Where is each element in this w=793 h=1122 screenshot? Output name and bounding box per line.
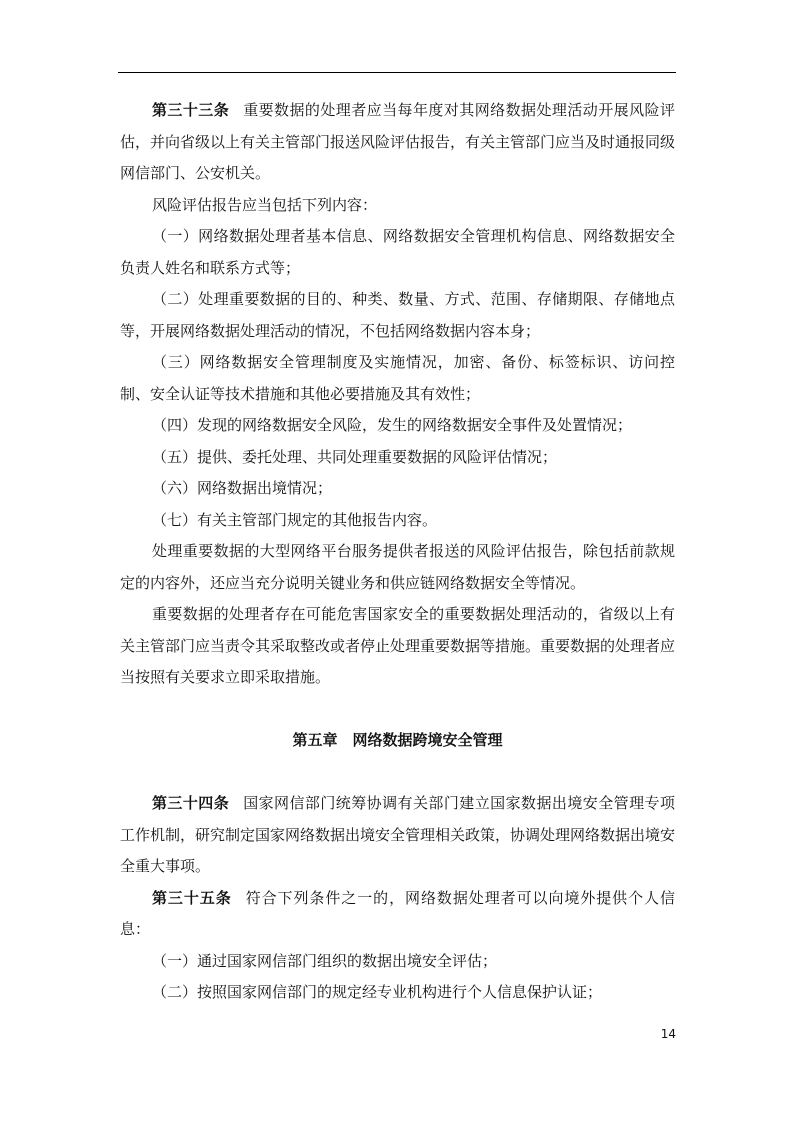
- list-item: （二）按照国家网信部门的规定经专业机构进行个人信息保护认证；: [152, 983, 603, 1001]
- article-label: 第三十三条: [152, 101, 230, 119]
- page-body: [120, 95, 675, 1009]
- paragraph: 风险评估报告应当包括下列内容：: [152, 195, 378, 214]
- list-item: （四）发现的网络数据安全风险，发生的网络数据安全事件及处置情况；: [152, 416, 633, 434]
- article-label: 第三十五条: [152, 888, 232, 907]
- list-item: （六）网络数据出境情况；: [152, 479, 333, 497]
- article-label: 第三十四条: [152, 794, 230, 812]
- list-item: （七）有关主管部门规定的其他报告内容。: [152, 510, 438, 529]
- article-33: [120, 95, 675, 190]
- list-item: （一）网络数据处理者基本信息、网络数据安全管理机构信息、网络数据安全负责人姓名和联系方式等；: [120, 227, 675, 277]
- list-item: （一）通过国家网信部门组织的数据出境安全评估；: [152, 951, 498, 970]
- article-35: [120, 883, 675, 946]
- article-text: 重要数据的处理者应当每年度对其网络数据处理活动开展风险评估，并向省级以上有关主管部门报送风险评估报告，有关主管部门应当及时通报同级网信部门、公安机关。: [120, 101, 676, 182]
- article-text: 国家网信部门统筹协调有关部门建立国家数据出境安全管理专项工作机制，研究制定国家网络数据出境安全管理相关政策，协调处理网络数据出境安全重大事项。: [120, 794, 676, 875]
- chapter-heading: 第五章 网络数据跨境安全管理: [292, 730, 503, 749]
- page-number: 14: [660, 1027, 676, 1041]
- article-34: [120, 788, 675, 883]
- article-text: 符合下列条件之一的，网络数据处理者可以向境外提供个人信息：: [120, 888, 675, 938]
- list-item: （二）处理重要数据的目的、种类、数量、方式、范围、存储期限、存储地点等，开展网络数据处理活动的情况，不包括网络数据内容本身；: [120, 290, 675, 340]
- header-rule: [118, 72, 676, 73]
- list-item: （三）网络数据安全管理制度及实施情况，加密、备份、标签标识、访问控制、安全认证等技术措施和其他必要措施及其有效性；: [120, 353, 675, 403]
- list-item: （五）提供、委托处理、共同处理重要数据的风险评估情况；: [152, 447, 558, 466]
- paragraph: 处理重要数据的大型网络平台服务提供者报送的风险评估报告，除包括前款规定的内容外，还应当充分说明关键业务和供应链网络数据安全等情况。: [120, 542, 675, 592]
- paragraph: 重要数据的处理者存在可能危害国家安全的重要数据处理活动的，省级以上有关主管部门应当责令其采取整改或者停止处理重要数据等措施。重要数据的处理者应当按照有关要求立即采取措施。: [120, 605, 676, 686]
